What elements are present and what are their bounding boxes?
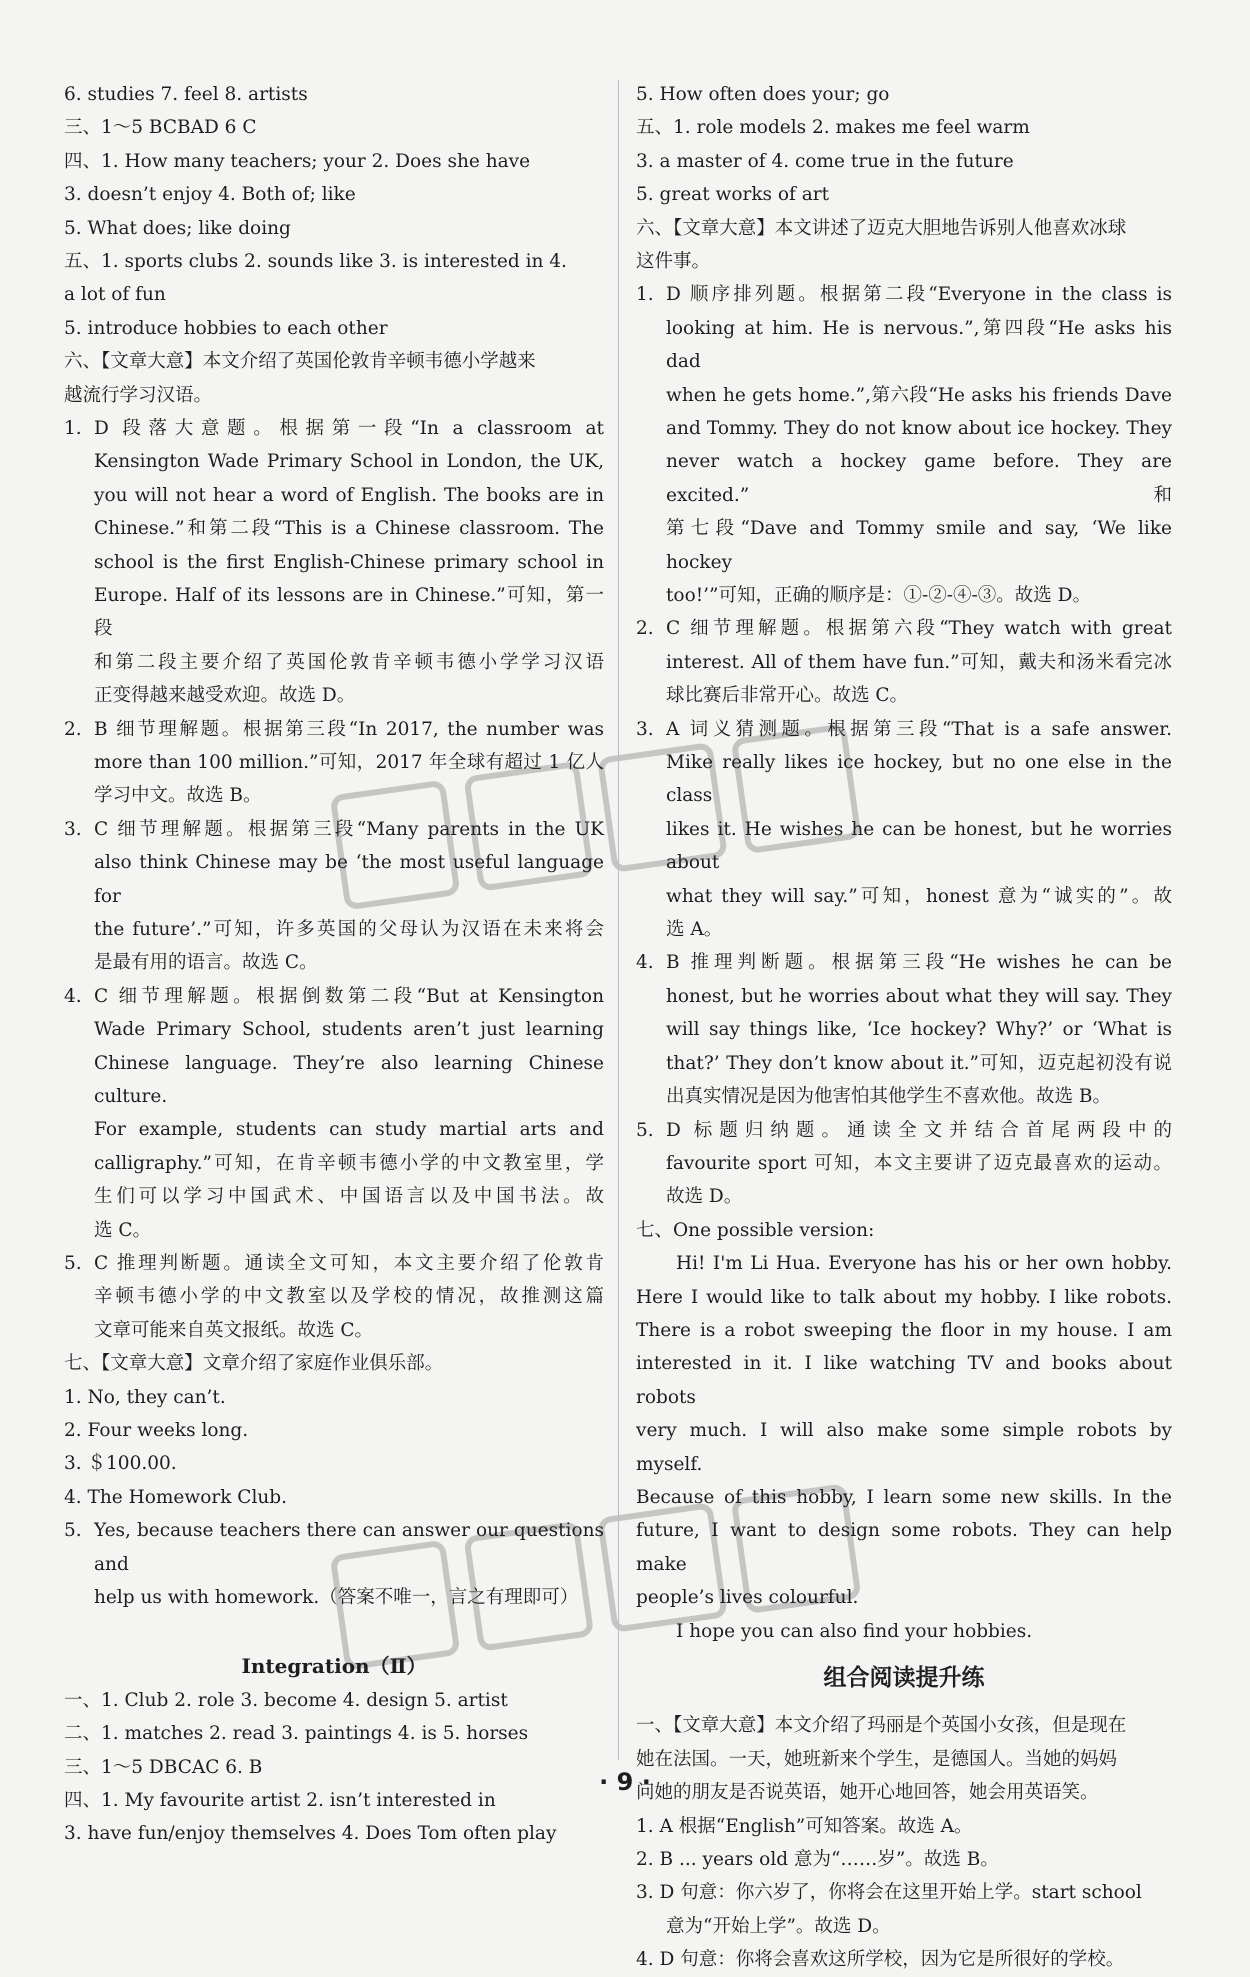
question-3 xyxy=(636,713,1172,947)
essay-line: interested in it. I like watching TV and books about robots xyxy=(636,1353,1172,1408)
answer-line: 5. great works of art xyxy=(636,184,830,206)
answer-line: 五、1. sports clubs 2. sounds like 3. is interested in 4. xyxy=(64,250,567,272)
explanation-line: what they will say.”可知，honest 意为“诚实的”。故 xyxy=(666,885,1172,907)
answer-line: 二、1. matches 2. read 3. paintings 4. is 5. horses xyxy=(64,1723,529,1745)
question-1 xyxy=(64,412,604,713)
question-5 xyxy=(636,1114,1172,1214)
answer-line: 3. have fun/enjoy themselves 4. Does Tom often play xyxy=(64,1823,557,1845)
answer-line: 四、1. How many teachers; your 2. Does she have xyxy=(64,150,531,172)
explanation-line: Europe. Half of its lessons are in Chinese.”可知，第一段 xyxy=(94,584,604,640)
explanation-line: Chinese.”和第二段“This is a Chinese classroom. The xyxy=(94,518,604,540)
explanation-line: Yes, because teachers there can answer our questions and xyxy=(94,1520,604,1575)
explanation-line: help us with homework.（答案不唯一，言之有理即可） xyxy=(94,1587,579,1609)
explanation-line: looking at him. He is nervous.”,第四段“He asks his dad xyxy=(666,317,1172,373)
explanation-line: 正变得越来越受欢迎。故选 D。 xyxy=(94,685,356,707)
answer-line: 三、1～5 DBCAC 6. B xyxy=(64,1756,263,1778)
explanation-line: too!’”可知，正确的顺序是：①-②-④-③。故选 D。 xyxy=(666,585,1091,606)
question-number: 4. xyxy=(636,952,654,974)
explanation-line: 和第二段主要介绍了英国伦敦肯辛顿韦德小学学习汉语 xyxy=(94,651,604,673)
explanation-line: For example, students can study martial arts and xyxy=(94,1119,604,1141)
answer-line: 3. ＄100.00. xyxy=(64,1453,177,1475)
explanation-line: 选 C。 xyxy=(94,1219,152,1241)
question-4 xyxy=(64,980,604,1247)
explanation-line: never watch a hockey game before. They are excited.”和 xyxy=(666,451,1172,506)
answer-line: 一、1. Club 2. role 3. become 4. design 5. artist xyxy=(64,1689,508,1711)
question-5 xyxy=(64,1247,604,1347)
essay-line: very much. I will also make some simple robots by myself. xyxy=(636,1420,1172,1475)
explanation-line: Wade Primary School, students aren’t just learning xyxy=(94,1019,604,1041)
explanation-line: you will not hear a word of English. The books are in xyxy=(94,484,604,506)
explanation-line: 辛顿韦德小学的中文教室以及学校的情况，故推测这篇 xyxy=(94,1286,604,1308)
question-number: 1. xyxy=(64,417,82,439)
explanation-line: calligraphy.”可知，在肯辛顿韦德小学的中文教室里，学 xyxy=(94,1152,604,1174)
explanation-line: 生们可以学习中国武术、中国语言以及中国书法。故 xyxy=(94,1186,604,1208)
answer-line: 三、1～5 BCBAD 6 C xyxy=(64,117,257,139)
left-column xyxy=(64,78,604,1851)
section-summary: 越流行学习汉语。 xyxy=(64,384,213,406)
question-number: 5. xyxy=(64,1253,82,1275)
essay-line: Here I would like to talk about my hobby. I like robots. xyxy=(636,1286,1172,1308)
explanation-line: A 词义猜测题。根据第三段“That is a safe answer. xyxy=(666,718,1172,740)
answer-line: 3. D 句意：你六岁了，你将会在这里开始上学。start school xyxy=(636,1882,1142,1904)
explanation-line: Mike really likes ice hockey, but no one else in the class xyxy=(666,752,1172,807)
question-1 xyxy=(636,278,1172,612)
question-4 xyxy=(636,946,1172,1113)
answer-line: 5. How often does your; go xyxy=(636,84,890,105)
answer-line: 3. a master of 4. come true in the future xyxy=(636,150,1014,172)
explanation-line: interest. All of them have fun.”可知，戴夫和汤米看完冰 xyxy=(666,651,1172,673)
explanation-line: C 细节理解题。根据第六段“They watch with great xyxy=(666,618,1172,640)
question-number: 3. xyxy=(636,718,654,740)
answer-line: 五、1. role models 2. makes me feel warm xyxy=(636,117,1030,139)
answer-line: 2. Four weeks long. xyxy=(64,1420,249,1442)
explanation-line: and Tommy. They do not know about ice hockey. They xyxy=(666,417,1172,439)
explanation-line: 是最有用的语言。故选 C。 xyxy=(94,952,318,974)
essay-line: There is a robot sweeping the floor in my house. I am xyxy=(636,1319,1172,1341)
section-summary: 六、【文章大意】本文讲述了迈克大胆地告诉别人他喜欢冰球 xyxy=(636,217,1127,239)
essay-line: Because of this hobby, I learn some new skills. In the xyxy=(636,1486,1172,1508)
answer-line: 四、1. My favourite artist 2. isn’t interested in xyxy=(64,1790,496,1812)
section-summary: 七、One possible version: xyxy=(636,1219,875,1241)
explanation-line: also think Chinese may be ‘the most useful language for xyxy=(94,852,604,907)
answer-line: 4. D 句意：你将会喜欢这所学校，因为它是所很好的学校。 xyxy=(636,1949,1125,1971)
essay-line: future, I want to design some robots. They can help make xyxy=(636,1520,1172,1575)
explanation-line: D 段落大意题。根据第一段“In a classroom at xyxy=(94,417,604,439)
question-number: 2. xyxy=(64,718,82,740)
explanation-line: 文章可能来自英文报纸。故选 C。 xyxy=(94,1319,374,1341)
question-7-5 xyxy=(64,1514,604,1614)
question-number: 2. xyxy=(636,618,654,640)
explanation-line: likes it. He wishes he can be honest, but he worries about xyxy=(666,818,1172,874)
question-2 xyxy=(64,713,604,813)
explanation-line: when he gets home.”,第六段“He asks his friends Dave xyxy=(666,384,1172,406)
section-summary: 问她的朋友是否说英语，她开心地回答，她会用英语笑。 xyxy=(636,1782,1099,1804)
explanation-line: honest, but he worries about what they will say. They xyxy=(666,985,1172,1007)
explanation-line: Chinese language. They’re also learning Chinese culture. xyxy=(94,1052,604,1108)
explanation-line: will say things like, ‘Ice hockey? Why?’ or ‘What is xyxy=(666,1019,1172,1041)
question-2 xyxy=(636,612,1172,712)
explanation-line: B 推理判断题。根据第三段“He wishes he can be xyxy=(666,952,1172,974)
answer-line: 4. The Homework Club. xyxy=(64,1486,287,1508)
essay-line: people’s lives colourful. xyxy=(636,1587,859,1609)
section-title: 组合阅读提升练 xyxy=(823,1664,985,1691)
section-summary: 七、【文章大意】文章介绍了家庭作业俱乐部。 xyxy=(64,1353,444,1375)
answer-line: a lot of fun xyxy=(64,284,166,306)
explanation-line: 球比赛后非常开心。故选 C。 xyxy=(666,685,909,707)
section-summary: 她在法国。一天，她班新来个学生，是德国人。当她的妈妈 xyxy=(636,1748,1118,1770)
explanation-line: that?’ They don’t know about it.”可知，迈克起初没有说 xyxy=(666,1052,1172,1074)
column-divider xyxy=(618,80,619,1760)
section-summary: 一、【文章大意】本文介绍了玛丽是个英国小女孩，但是现在 xyxy=(636,1715,1127,1737)
explanation-line: C 细节理解题。根据倒数第二段“But at Kensington xyxy=(94,985,604,1007)
question-number: 1. xyxy=(636,284,654,306)
answer-line: 2. B ... years old 意为“……岁”。故选 B。 xyxy=(636,1848,999,1870)
answer-line: 3. doesn’t enjoy 4. Both of; like xyxy=(64,184,356,206)
explanation-line: B 细节理解题。根据第三段“In 2017, the number was xyxy=(94,718,604,740)
question-number: 4. xyxy=(64,985,82,1007)
essay-line: I hope you can also find your hobbies. xyxy=(676,1620,1033,1642)
question-number: 5. xyxy=(64,1520,82,1542)
answer-line: 5. What does; like doing xyxy=(64,217,291,239)
explanation-line: 故选 D。 xyxy=(666,1186,743,1208)
explanation-line: 第七段“Dave and Tommy smile and say, ‘We like hockey xyxy=(666,518,1172,573)
question-number: 3. xyxy=(64,818,82,840)
explanation-line: more than 100 million.”可知，2017 年全球有超过 1 亿人 xyxy=(94,751,604,773)
answer-line: 意为“开始上学”。故选 D。 xyxy=(666,1915,891,1937)
section-title: Integration（Ⅱ） xyxy=(241,1654,427,1679)
sample-essay xyxy=(636,1247,1172,1648)
answer-line: 1. No, they can’t. xyxy=(64,1386,226,1408)
right-column xyxy=(636,78,1172,1977)
explanation-line: 选 A。 xyxy=(666,919,723,941)
answer-line: 5. introduce hobbies to each other xyxy=(64,317,388,339)
essay-line: Hi! I'm Li Hua. Everyone has his or her own hobby. xyxy=(676,1253,1172,1275)
explanation-line: the future’.”可知，许多英国的父母认为汉语在未来将会 xyxy=(94,919,604,940)
section-summary: 六、【文章大意】本文介绍了英国伦敦肯辛顿韦德小学越来 xyxy=(64,351,536,373)
question-3 xyxy=(64,813,604,980)
answer-line: 6. studies 7. feel 8. artists xyxy=(64,84,308,105)
question-number: 5. xyxy=(636,1119,654,1141)
explanation-line: favourite sport 可知，本文主要讲了迈克最喜欢的运动。 xyxy=(666,1152,1172,1174)
explanation-line: school is the first English-Chinese primary school in xyxy=(94,551,604,573)
explanation-line: 出真实情况是因为他害怕其他学生不喜欢他。故选 B。 xyxy=(666,1086,1111,1108)
explanation-line: C 推理判断题。通读全文可知，本文主要介绍了伦敦肯 xyxy=(94,1253,604,1275)
explanation-line: D 标题归纳题。通读全文并结合首尾两段中的 xyxy=(666,1119,1172,1141)
explanation-line: C 细节理解题。根据第三段“Many parents in the UK xyxy=(94,818,604,840)
page-number: · 9 · xyxy=(599,1768,651,1796)
explanation-line: D 顺序排列题。根据第二段“Everyone in the class is xyxy=(666,284,1172,306)
answer-line: 1. A 根据“English”可知答案。故选 A。 xyxy=(636,1815,973,1837)
explanation-line: Kensington Wade Primary School in London, the UK, xyxy=(94,451,604,473)
explanation-line: 学习中文。故选 B。 xyxy=(94,785,262,807)
section-summary: 这件事。 xyxy=(636,250,711,272)
